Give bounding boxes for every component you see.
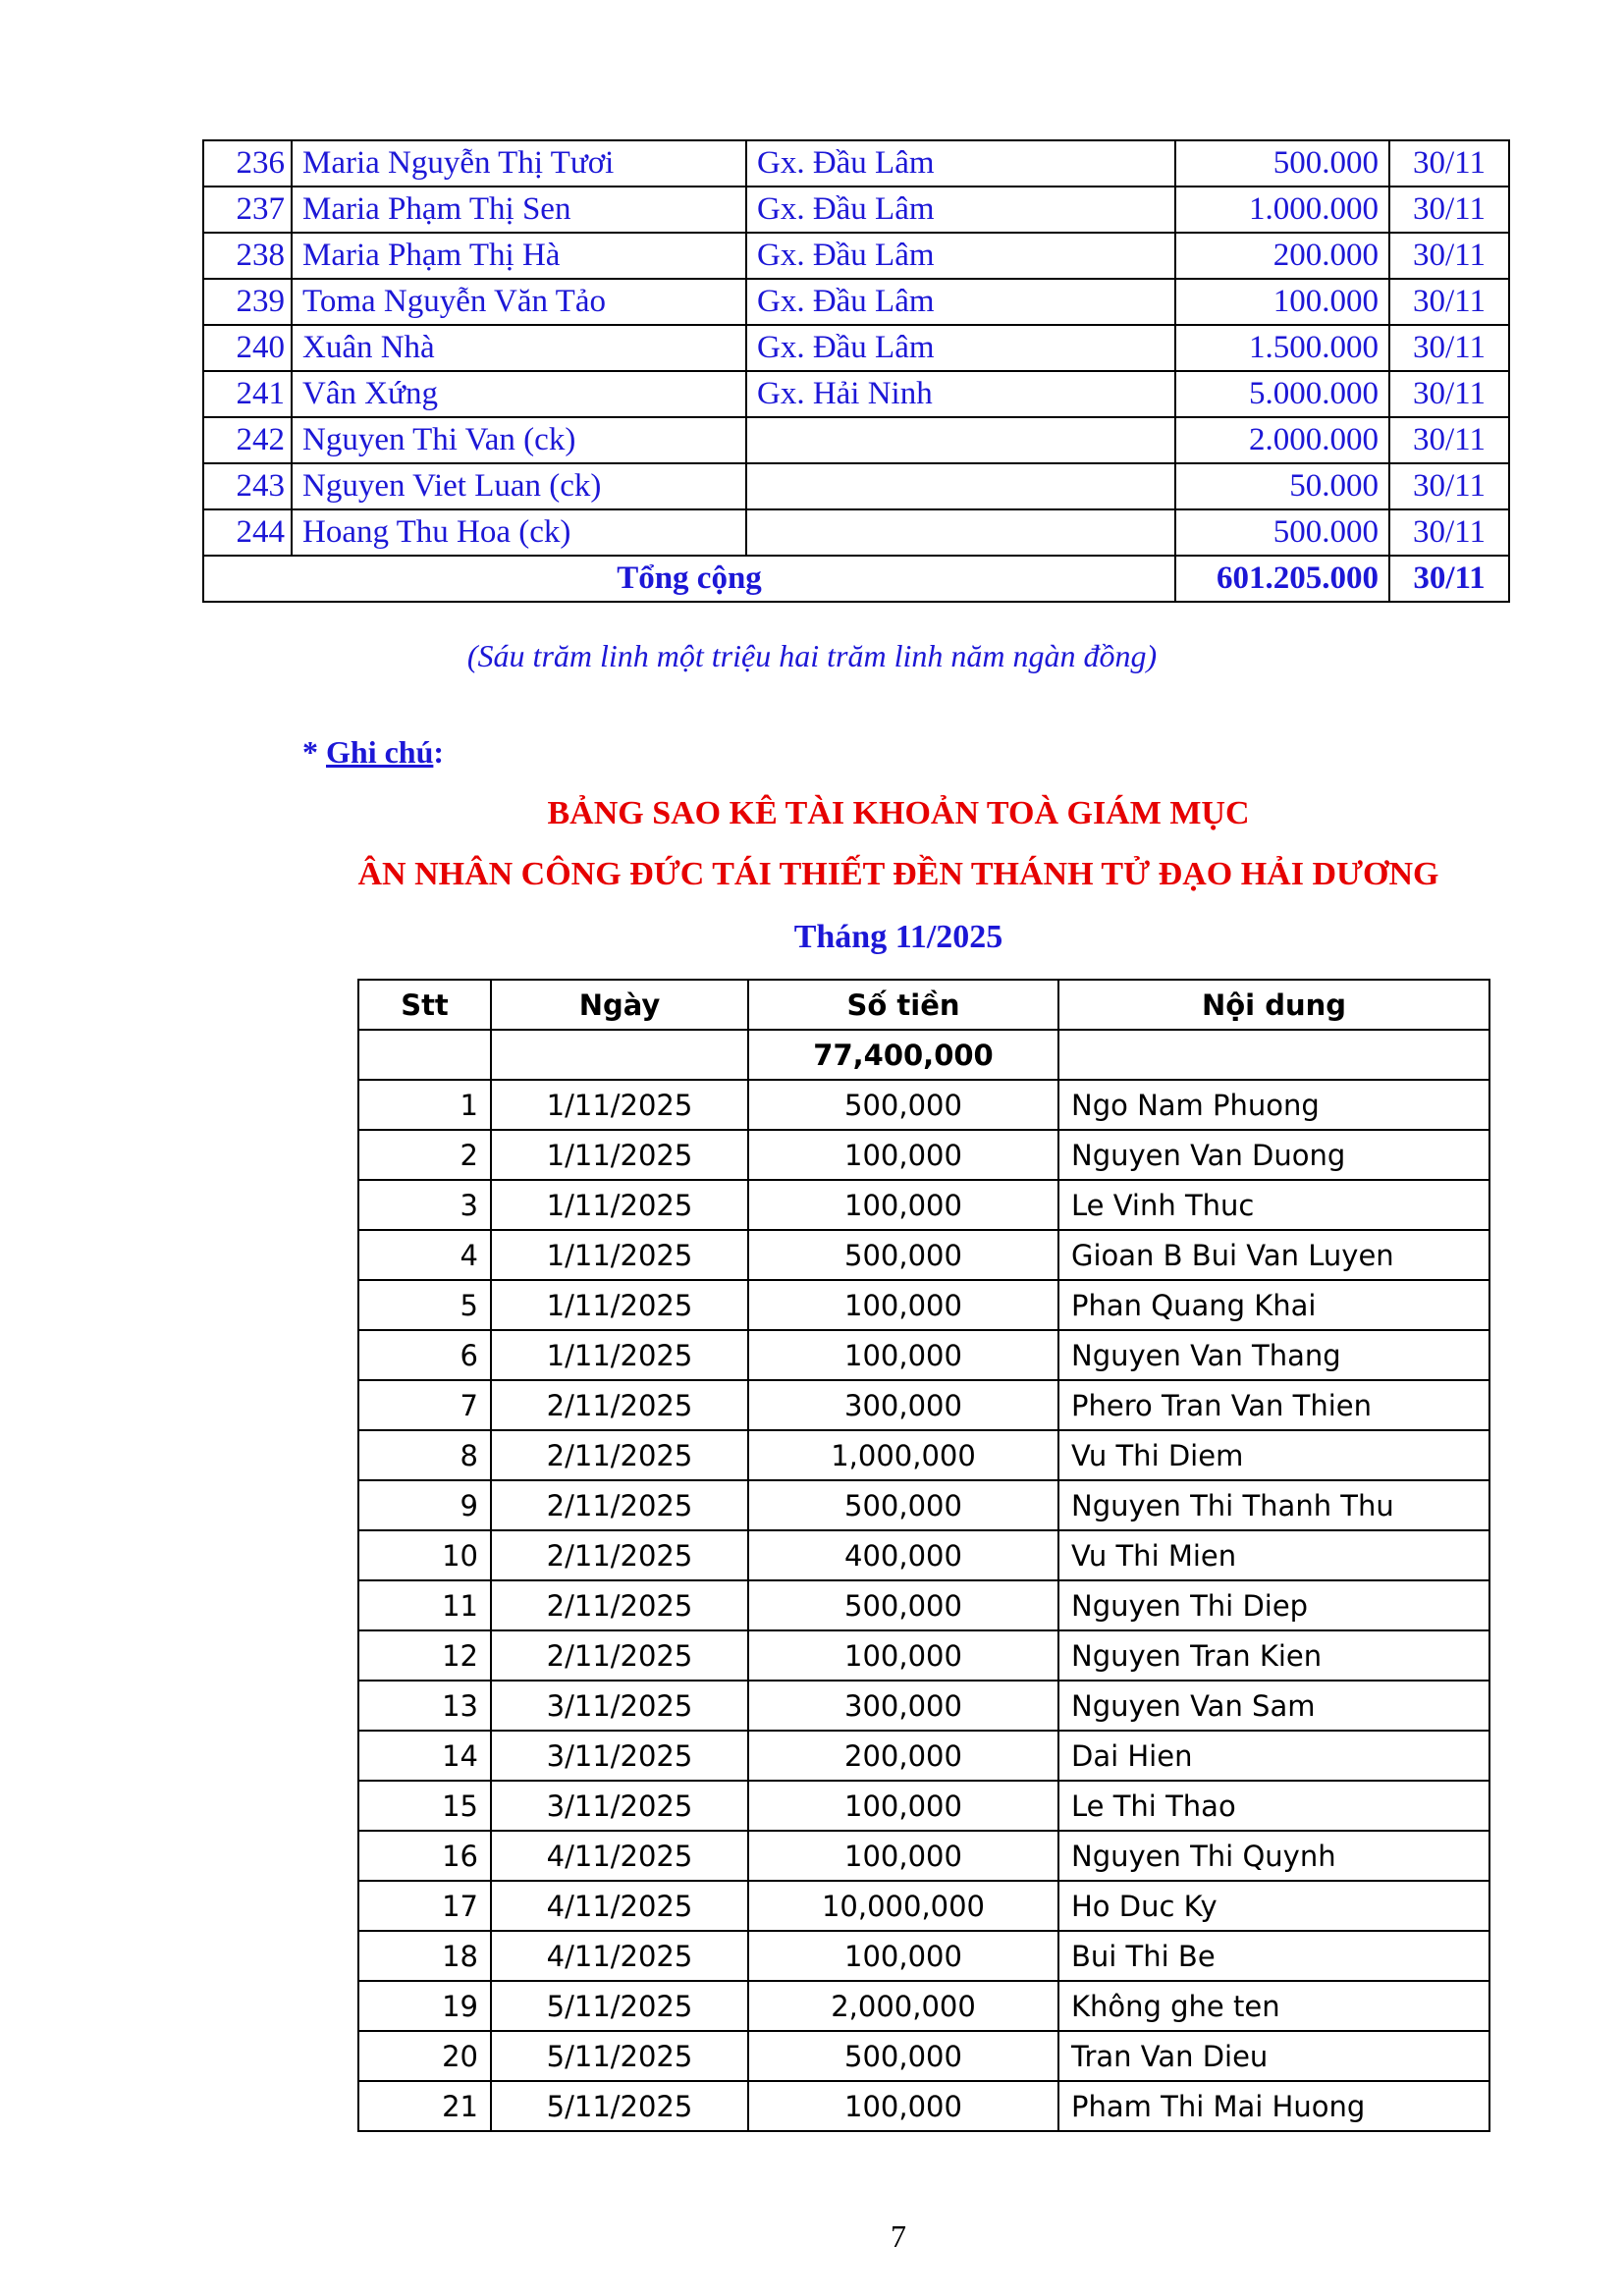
donation-date: 30/11 <box>1389 140 1509 187</box>
donation-date: 30/11 <box>1389 509 1509 556</box>
donation-date: 30/11 <box>1389 417 1509 463</box>
statement-content: Nguyen Thi Diep <box>1058 1580 1489 1630</box>
donation-number: 239 <box>203 279 292 325</box>
statement-content: Bui Thi Be <box>1058 1931 1489 1981</box>
statement-date: 1/11/2025 <box>491 1130 748 1180</box>
donation-amount: 50.000 <box>1175 463 1389 509</box>
statement-amount: 100,000 <box>748 1781 1058 1831</box>
statement-row <box>358 2031 1489 2081</box>
statement-content: Dai Hien <box>1058 1731 1489 1781</box>
statement-content: Ngo Nam Phuong <box>1058 1080 1489 1130</box>
statement-row <box>358 1881 1489 1931</box>
donor-name: Hoang Thu Hoa (ck) <box>292 509 746 556</box>
statement-row <box>358 1180 1489 1230</box>
statement-date: 1/11/2025 <box>491 1280 748 1330</box>
header-date: Ngày <box>491 980 748 1030</box>
statement-row <box>358 1931 1489 1981</box>
statement-stt: 13 <box>358 1681 491 1731</box>
total-amount: 601.205.000 <box>1175 556 1389 602</box>
statement-date: 1/11/2025 <box>491 1230 748 1280</box>
statement-row <box>358 1080 1489 1130</box>
donation-number: 242 <box>203 417 292 463</box>
statement-stt: 4 <box>358 1230 491 1280</box>
statement-content: Le Thi Thao <box>1058 1781 1489 1831</box>
donor-name: Toma Nguyễn Văn Tảo <box>292 279 746 325</box>
opening-date <box>491 1030 748 1080</box>
donation-row <box>203 417 1509 463</box>
donor-name: Xuân Nhà <box>292 325 746 371</box>
opening-stt <box>358 1030 491 1080</box>
note-heading <box>302 734 444 771</box>
statement-amount: 10,000,000 <box>748 1881 1058 1931</box>
donation-row <box>203 187 1509 233</box>
statement-amount: 100,000 <box>748 1180 1058 1230</box>
statement-date: 5/11/2025 <box>491 1981 748 2031</box>
donation-row <box>203 371 1509 417</box>
donor-parish <box>746 417 1175 463</box>
donor-parish: Gx. Đầu Lâm <box>746 187 1175 233</box>
statement-stt: 7 <box>358 1380 491 1430</box>
statement-row <box>358 1330 1489 1380</box>
header-amount: Số tiền <box>748 980 1058 1030</box>
donation-number: 243 <box>203 463 292 509</box>
statement-content: Nguyen Thi Quynh <box>1058 1831 1489 1881</box>
donor-parish: Gx. Đầu Lâm <box>746 140 1175 187</box>
statement-content: Le Vinh Thuc <box>1058 1180 1489 1230</box>
statement-content: Phero Tran Van Thien <box>1058 1380 1489 1430</box>
donation-date: 30/11 <box>1389 463 1509 509</box>
opening-balance: 77,400,000 <box>748 1030 1058 1080</box>
statement-date: 4/11/2025 <box>491 1831 748 1881</box>
statement-row <box>358 1230 1489 1280</box>
statement-title-line2: ÂN NHÂN CÔNG ĐỨC TÁI THIẾT ĐỀN THÁNH TỬ ĐẠO HẢI DƯƠNG <box>357 856 1439 892</box>
donation-number: 237 <box>203 187 292 233</box>
statement-title-line1: BẢNG SAO KÊ TÀI KHOẢN TOÀ GIÁM MỤC <box>547 795 1250 831</box>
donor-parish: Gx. Đầu Lâm <box>746 279 1175 325</box>
donation-number: 244 <box>203 509 292 556</box>
donation-amount: 1.500.000 <box>1175 325 1389 371</box>
statement-row <box>358 1280 1489 1330</box>
statement-row <box>358 1380 1489 1430</box>
donation-row <box>203 233 1509 279</box>
donation-date: 30/11 <box>1389 371 1509 417</box>
statement-content: Vu Thi Diem <box>1058 1430 1489 1480</box>
statement-row <box>358 1831 1489 1881</box>
statement-stt: 9 <box>358 1480 491 1530</box>
statement-row <box>358 1981 1489 2031</box>
statement-stt: 3 <box>358 1180 491 1230</box>
donation-number: 238 <box>203 233 292 279</box>
statement-row <box>358 1681 1489 1731</box>
statement-header-row <box>358 980 1489 1030</box>
opening-content <box>1058 1030 1489 1080</box>
statement-stt: 19 <box>358 1981 491 2031</box>
statement-date: 1/11/2025 <box>491 1080 748 1130</box>
donation-number: 241 <box>203 371 292 417</box>
statement-date: 3/11/2025 <box>491 1781 748 1831</box>
statement-row <box>358 1480 1489 1530</box>
statement-stt: 1 <box>358 1080 491 1130</box>
statement-date: 5/11/2025 <box>491 2031 748 2081</box>
statement-amount: 100,000 <box>748 1280 1058 1330</box>
donor-parish: Gx. Đầu Lâm <box>746 233 1175 279</box>
note-label: Ghi chú <box>326 734 434 770</box>
statement-amount: 300,000 <box>748 1681 1058 1731</box>
statement-date: 1/11/2025 <box>491 1330 748 1380</box>
donation-row <box>203 509 1509 556</box>
note-prefix: * <box>302 734 326 770</box>
donation-row <box>203 279 1509 325</box>
statement-date: 2/11/2025 <box>491 1530 748 1580</box>
statement-content: Nguyen Tran Kien <box>1058 1630 1489 1681</box>
donation-row <box>203 463 1509 509</box>
statement-stt: 5 <box>358 1280 491 1330</box>
statement-date: 2/11/2025 <box>491 1480 748 1530</box>
statement-content: Nguyen Van Sam <box>1058 1681 1489 1731</box>
statement-row <box>358 1130 1489 1180</box>
statement-stt: 12 <box>358 1630 491 1681</box>
statement-content: Vu Thi Mien <box>1058 1530 1489 1580</box>
statement-amount: 100,000 <box>748 1130 1058 1180</box>
statement-date: 1/11/2025 <box>491 1180 748 1230</box>
statement-date: 5/11/2025 <box>491 2081 748 2131</box>
donation-date: 30/11 <box>1389 279 1509 325</box>
statement-stt: 20 <box>358 2031 491 2081</box>
statement-row <box>358 1630 1489 1681</box>
statement-month: Tháng 11/2025 <box>793 919 1003 955</box>
statement-stt: 18 <box>358 1931 491 1981</box>
donation-amount: 100.000 <box>1175 279 1389 325</box>
total-date: 30/11 <box>1389 556 1509 602</box>
bank-statement-table <box>357 979 1490 2132</box>
donor-name: Vân Xứng <box>292 371 746 417</box>
statement-amount: 100,000 <box>748 1330 1058 1380</box>
donation-amount: 2.000.000 <box>1175 417 1389 463</box>
total-label: Tổng cộng <box>203 556 1175 602</box>
statement-date: 4/11/2025 <box>491 1881 748 1931</box>
donation-amount: 500.000 <box>1175 140 1389 187</box>
donor-name: Maria Phạm Thị Hà <box>292 233 746 279</box>
statement-content: Nguyen Thi Thanh Thu <box>1058 1480 1489 1530</box>
statement-stt: 16 <box>358 1831 491 1881</box>
statement-stt: 10 <box>358 1530 491 1580</box>
donation-row <box>203 325 1509 371</box>
statement-date: 2/11/2025 <box>491 1580 748 1630</box>
statement-content: Ho Duc Ky <box>1058 1881 1489 1931</box>
statement-amount: 100,000 <box>748 1931 1058 1981</box>
donation-amount: 500.000 <box>1175 509 1389 556</box>
donor-name: Nguyen Viet Luan (ck) <box>292 463 746 509</box>
statement-date: 3/11/2025 <box>491 1731 748 1781</box>
statement-date: 3/11/2025 <box>491 1681 748 1731</box>
donor-parish <box>746 463 1175 509</box>
donation-number: 236 <box>203 140 292 187</box>
statement-amount: 100,000 <box>748 1630 1058 1681</box>
donor-name: Maria Nguyễn Thị Tươi <box>292 140 746 187</box>
statement-date: 2/11/2025 <box>491 1630 748 1681</box>
header-stt: Stt <box>358 980 491 1030</box>
statement-content: Nguyen Van Thang <box>1058 1330 1489 1380</box>
statement-amount: 200,000 <box>748 1731 1058 1781</box>
statement-row <box>358 1530 1489 1580</box>
statement-amount: 500,000 <box>748 1480 1058 1530</box>
amount-in-words: (Sáu trăm linh một triệu hai trăm linh năm ngàn đồng) <box>466 638 1158 673</box>
statement-row <box>358 1430 1489 1480</box>
statement-amount: 500,000 <box>748 2031 1058 2081</box>
donation-amount: 1.000.000 <box>1175 187 1389 233</box>
donor-parish: Gx. Đầu Lâm <box>746 325 1175 371</box>
donation-amount: 200.000 <box>1175 233 1389 279</box>
statement-stt: 15 <box>358 1781 491 1831</box>
total-row <box>203 556 1509 602</box>
statement-amount: 500,000 <box>748 1580 1058 1630</box>
statement-content: Pham Thi Mai Huong <box>1058 2081 1489 2131</box>
statement-row <box>358 1781 1489 1831</box>
donation-list-table <box>202 139 1510 603</box>
statement-stt: 17 <box>358 1881 491 1931</box>
statement-row <box>358 2081 1489 2131</box>
statement-date: 4/11/2025 <box>491 1931 748 1981</box>
note-suffix: : <box>433 734 445 770</box>
donation-date: 30/11 <box>1389 325 1509 371</box>
donation-number: 240 <box>203 325 292 371</box>
statement-amount: 100,000 <box>748 2081 1058 2131</box>
statement-content: Phan Quang Khai <box>1058 1280 1489 1330</box>
statement-content: Gioan B Bui Van Luyen <box>1058 1230 1489 1280</box>
header-content: Nội dung <box>1058 980 1489 1030</box>
statement-content: Không ghe ten <box>1058 1981 1489 2031</box>
statement-amount: 500,000 <box>748 1230 1058 1280</box>
statement-stt: 14 <box>358 1731 491 1781</box>
statement-content: Tran Van Dieu <box>1058 2031 1489 2081</box>
statement-row <box>358 1731 1489 1781</box>
statement-date: 2/11/2025 <box>491 1430 748 1480</box>
statement-stt: 6 <box>358 1330 491 1380</box>
donation-date: 30/11 <box>1389 187 1509 233</box>
page-number: 7 <box>891 2218 906 2254</box>
opening-balance-row <box>358 1030 1489 1080</box>
statement-stt: 8 <box>358 1430 491 1480</box>
statement-content: Nguyen Van Duong <box>1058 1130 1489 1180</box>
donor-name: Maria Phạm Thị Sen <box>292 187 746 233</box>
statement-amount: 100,000 <box>748 1831 1058 1881</box>
statement-stt: 11 <box>358 1580 491 1630</box>
donor-name: Nguyen Thi Van (ck) <box>292 417 746 463</box>
statement-amount: 400,000 <box>748 1530 1058 1580</box>
statement-amount: 300,000 <box>748 1380 1058 1430</box>
donor-parish <box>746 509 1175 556</box>
statement-row <box>358 1580 1489 1630</box>
donation-date: 30/11 <box>1389 233 1509 279</box>
statement-amount: 500,000 <box>748 1080 1058 1130</box>
statement-amount: 2,000,000 <box>748 1981 1058 2031</box>
statement-stt: 2 <box>358 1130 491 1180</box>
donation-row <box>203 140 1509 187</box>
donation-amount: 5.000.000 <box>1175 371 1389 417</box>
donor-parish: Gx. Hải Ninh <box>746 371 1175 417</box>
statement-date: 2/11/2025 <box>491 1380 748 1430</box>
statement-stt: 21 <box>358 2081 491 2131</box>
statement-amount: 1,000,000 <box>748 1430 1058 1480</box>
